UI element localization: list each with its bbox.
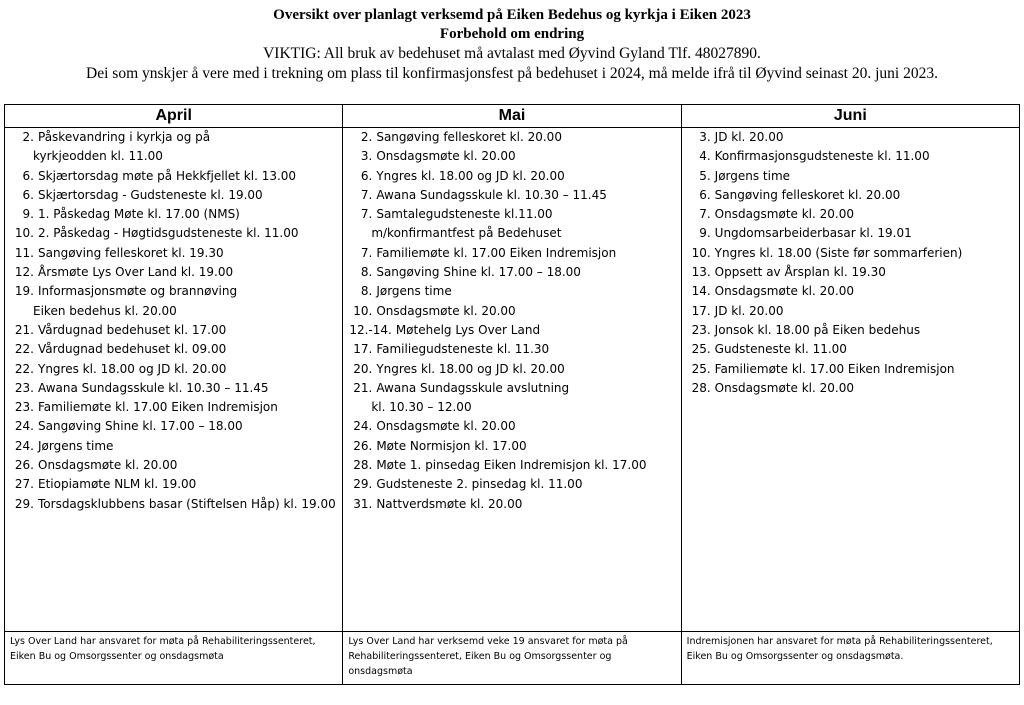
event-date: 19.: [14, 284, 34, 299]
event-entry: [688, 186, 1019, 205]
event-entry: [349, 224, 680, 243]
event-text: Jørgens time: [38, 438, 114, 453]
event-entry: [11, 417, 342, 436]
event-text: Yngres kl. 18.00 og JD kl. 20.00: [38, 361, 227, 376]
event-entry: [688, 244, 1019, 263]
event-entry: [349, 186, 680, 205]
event-text: Sangøving felleskoret kl. 19.30: [38, 245, 224, 260]
event-date: 8.: [360, 265, 373, 280]
event-date: 10.: [691, 245, 711, 260]
april-event-list: [5, 128, 342, 514]
event-date: 22.: [14, 342, 34, 357]
event-text: Onsdagsmøte kl. 20.00: [714, 380, 854, 395]
event-date: 25.: [691, 361, 711, 376]
event-date: 9.: [699, 226, 711, 241]
event-entry: [11, 282, 342, 301]
event-text: Sangøving felleskoret kl. 20.00: [714, 187, 901, 202]
event-text: Samtalegudsteneste kl.11.00: [376, 207, 553, 222]
event-entry: [688, 167, 1019, 186]
booking-notice: VIKTIG: All bruk av bedehuset må avtalast med Øyvind Gyland Tlf. 48027890.: [263, 45, 761, 62]
event-text: m/konfirmantfest på Bedehuset: [371, 226, 562, 241]
event-text: Sangøving Shine kl. 17.00 – 18.00: [376, 265, 581, 280]
event-date: 6.: [699, 187, 711, 202]
event-entry: [688, 282, 1019, 301]
event-date: 31.: [353, 496, 373, 511]
event-entry: [688, 379, 1019, 398]
document-title: Oversikt over planlagt verksemd på Eiken Bedehus og kyrkja i Eiken 2023: [273, 7, 751, 23]
month-header-mai: Mai: [343, 105, 681, 128]
april-events-cell: [5, 128, 343, 632]
event-text: Onsdagsmøte kl. 20.00: [376, 303, 516, 318]
event-date: 7.: [360, 187, 373, 202]
event-date: 11.: [14, 245, 34, 260]
event-text: Skjærtorsdag møte på Hekkfjellet kl. 13.00: [38, 168, 297, 183]
event-text: Familiemøte kl. 17.00 Eiken Indremisjon: [714, 361, 955, 376]
event-date: 6.: [22, 168, 34, 183]
event-text: Informasjonsmøte og brannøving: [38, 284, 238, 299]
event-text: Jørgens time: [714, 168, 791, 183]
event-date: 17.: [353, 342, 373, 357]
event-text: Jonsok kl. 18.00 på Eiken bedehus: [714, 322, 921, 337]
event-entry: [11, 244, 342, 263]
event-entry: [688, 302, 1019, 321]
event-date: 25.: [691, 342, 711, 357]
event-date: 7.: [699, 207, 711, 222]
event-date: 8.: [360, 284, 373, 299]
event-date: 3.: [699, 130, 711, 144]
event-date: 28.: [691, 380, 711, 395]
event-text: JD kl. 20.00: [714, 303, 784, 318]
event-date: 17.: [691, 303, 711, 318]
event-text: Vårdugnad bedehuset kl. 09.00: [38, 342, 227, 357]
event-entry: [349, 167, 680, 186]
event-entry: [349, 360, 680, 379]
event-text: Onsdagsmøte kl. 20.00: [38, 458, 178, 473]
event-text: Awana Sundagsskule kl. 10.30 – 11.45: [38, 380, 269, 395]
event-text: Familiemøte kl. 17.00 Eiken Indremisjon: [376, 245, 617, 260]
month-header-row: [5, 105, 1020, 128]
event-date: 21.: [14, 322, 34, 337]
event-date: 7.: [360, 245, 373, 260]
event-date: 2.: [22, 130, 34, 144]
event-date: 3.: [360, 149, 373, 164]
event-entry: [349, 437, 680, 456]
event-entry: [349, 398, 680, 417]
event-entry: [349, 456, 680, 475]
event-text: kl. 10.30 – 12.00: [371, 400, 472, 415]
event-date: 6.: [360, 168, 373, 183]
event-entry: [11, 205, 342, 224]
event-text: Onsdagsmøte kl. 20.00: [714, 207, 854, 222]
event-text: Onsdagsmøte kl. 20.00: [376, 419, 516, 434]
event-entry: [11, 186, 342, 205]
events-row: [5, 128, 1020, 632]
event-date: 22.: [14, 361, 34, 376]
event-entry: [349, 128, 680, 147]
event-entry: [11, 340, 342, 359]
event-entry: [349, 495, 680, 514]
event-text: Etiopiamøte NLM kl. 19.00: [38, 477, 197, 492]
event-date: 29.: [14, 496, 34, 511]
event-date: 4.: [699, 149, 711, 164]
juni-events-cell: [681, 128, 1019, 632]
event-text: Sangøving felleskoret kl. 20.00: [376, 130, 562, 144]
event-date: 24.: [14, 438, 34, 453]
event-text: Onsdagsmøte kl. 20.00: [376, 149, 516, 164]
event-date: 14.: [691, 284, 711, 299]
event-text: Familiegudsteneste kl. 11.30: [376, 342, 550, 357]
event-entry: [688, 224, 1019, 243]
mai-events-cell: [343, 128, 681, 632]
event-entry: [11, 495, 342, 514]
event-date: 24.: [14, 419, 34, 434]
event-date: 26.: [353, 438, 373, 453]
event-date: 7.: [360, 207, 373, 222]
event-entry: [11, 360, 342, 379]
event-text: Awana Sundagsskule kl. 10.30 – 11.45: [376, 187, 607, 202]
event-date: 12.: [14, 265, 34, 280]
event-date: 10.: [353, 303, 373, 318]
event-text: Jørgens time: [376, 284, 452, 299]
event-entry: [349, 302, 680, 321]
event-text: Familiemøte kl. 17.00 Eiken Indremisjon: [38, 400, 278, 415]
event-date: 23.: [14, 380, 34, 395]
event-entry: [349, 379, 680, 398]
juni-event-list: [682, 128, 1019, 398]
event-entry: [349, 244, 680, 263]
event-text: Yngres kl. 18.00 (Siste før sommarferien): [714, 245, 963, 260]
event-entry: [11, 147, 342, 166]
event-text: Møte Normisjon kl. 17.00: [376, 438, 527, 453]
event-text: Gudsteneste 2. pinsedag kl. 11.00: [376, 477, 583, 492]
event-entry: [11, 224, 342, 243]
event-text: Skjærtorsdag - Gudsteneste kl. 19.00: [38, 187, 263, 202]
event-entry: [11, 302, 342, 321]
event-date: 27.: [14, 477, 34, 492]
event-entry: [349, 340, 680, 359]
event-date: 29.: [353, 477, 373, 492]
event-text: Sangøving Shine kl. 17.00 – 18.00: [38, 419, 243, 434]
event-text: Vårdugnad bedehuset kl. 17.00: [38, 322, 227, 337]
event-date: 20.: [353, 361, 373, 376]
event-date: 5.: [699, 168, 711, 183]
event-date: 23.: [691, 322, 711, 337]
event-entry: [349, 321, 680, 340]
month-header-april: April: [5, 105, 343, 128]
event-entry: [688, 340, 1019, 359]
event-text: Påskevandring i kyrkja og på: [38, 130, 211, 144]
event-entry: [11, 321, 342, 340]
event-entry: [11, 456, 342, 475]
event-entry: [349, 147, 680, 166]
event-entry: [11, 398, 342, 417]
event-text: 1. Påskedag Møte kl. 17.00 (NMS): [38, 207, 240, 222]
event-entry: [688, 360, 1019, 379]
event-entry: [688, 263, 1019, 282]
event-entry: [11, 475, 342, 494]
mai-event-list: [343, 128, 680, 514]
event-entry: [688, 205, 1019, 224]
event-entry: [688, 128, 1019, 147]
document-subtitle: Forbehold om endring: [439, 26, 585, 42]
event-text: kyrkjeodden kl. 11.00: [33, 149, 163, 164]
event-text: Ungdomsarbeiderbasar kl. 19.01: [714, 226, 912, 241]
event-date: 6.: [22, 187, 34, 202]
event-text: Awana Sundagsskule avslutning: [376, 380, 570, 395]
event-date: 13.: [691, 265, 711, 280]
event-date: 2.: [360, 130, 373, 144]
event-text: Yngres kl. 18.00 og JD kl. 20.00: [376, 361, 565, 376]
event-text: Konfirmasjonsgudsteneste kl. 11.00: [714, 149, 930, 164]
event-text: Møtehelg Lys Over Land: [395, 322, 541, 337]
event-text: Yngres kl. 18.00 og JD kl. 20.00: [376, 168, 565, 183]
april-responsibility-note: Lys Over Land har ansvaret for møta på Rehabiliteringssenteret, Eiken Bu og Omsorgssenter og onsdagsmøta: [5, 632, 343, 685]
event-entry: [688, 321, 1019, 340]
confirmation-note: Dei som ynskjer å vere med i trekning om plass til konfirmasjonsfest på bedehuset i 2024, må melde ifrå til Øyvind seinast 20. juni 2023.: [86, 65, 938, 82]
event-text: Årsmøte Lys Over Land kl. 19.00: [38, 265, 234, 280]
event-text: JD kl. 20.00: [714, 130, 784, 144]
event-entry: [11, 167, 342, 186]
event-date: 28.: [353, 458, 373, 473]
event-entry: [349, 475, 680, 494]
event-entry: [349, 263, 680, 282]
event-entry: [349, 205, 680, 224]
event-date: 12.-14.: [349, 322, 392, 337]
month-header-juni: Juni: [681, 105, 1019, 128]
event-text: Nattverdsmøte kl. 20.00: [376, 496, 523, 511]
event-text: Gudsteneste kl. 11.00: [714, 342, 847, 357]
event-text: Møte 1. pinsedag Eiken Indremisjon kl. 17.00: [376, 458, 647, 473]
schedule-table: [4, 104, 1020, 685]
event-date: 24.: [353, 419, 373, 434]
juni-responsibility-note: Indremisjonen har ansvaret for møta på Rehabiliteringssenteret, Eiken Bu og Omsorgssenter og onsdagsmøta.: [681, 632, 1019, 685]
event-entry: [11, 128, 342, 147]
event-entry: [688, 147, 1019, 166]
event-date: 10.: [14, 226, 34, 241]
event-date: 9.: [22, 207, 34, 222]
event-entry: [349, 282, 680, 301]
event-entry: [11, 379, 342, 398]
mai-responsibility-note: Lys Over Land har verksemd veke 19 ansvaret for møta på Rehabiliteringssenteret, Eiken Bu og Omsorgssenter og onsdagsmøta: [343, 632, 681, 685]
event-entry: [11, 263, 342, 282]
footer-row: [5, 632, 1020, 685]
event-text: 2. Påskedag - Høgtidsgudsteneste kl. 11.00: [38, 226, 299, 241]
event-date: 21.: [353, 380, 373, 395]
event-text: Torsdagsklubbens basar (Stiftelsen Håp) kl. 19.00: [38, 496, 336, 511]
event-date: 26.: [14, 458, 34, 473]
document-header: [0, 6, 1024, 84]
event-text: Onsdagsmøte kl. 20.00: [714, 284, 854, 299]
event-date: 23.: [14, 400, 34, 415]
event-entry: [11, 437, 342, 456]
event-text: Oppsett av Årsplan kl. 19.30: [714, 265, 886, 280]
event-entry: [349, 417, 680, 436]
event-text: Eiken bedehus kl. 20.00: [33, 303, 177, 318]
